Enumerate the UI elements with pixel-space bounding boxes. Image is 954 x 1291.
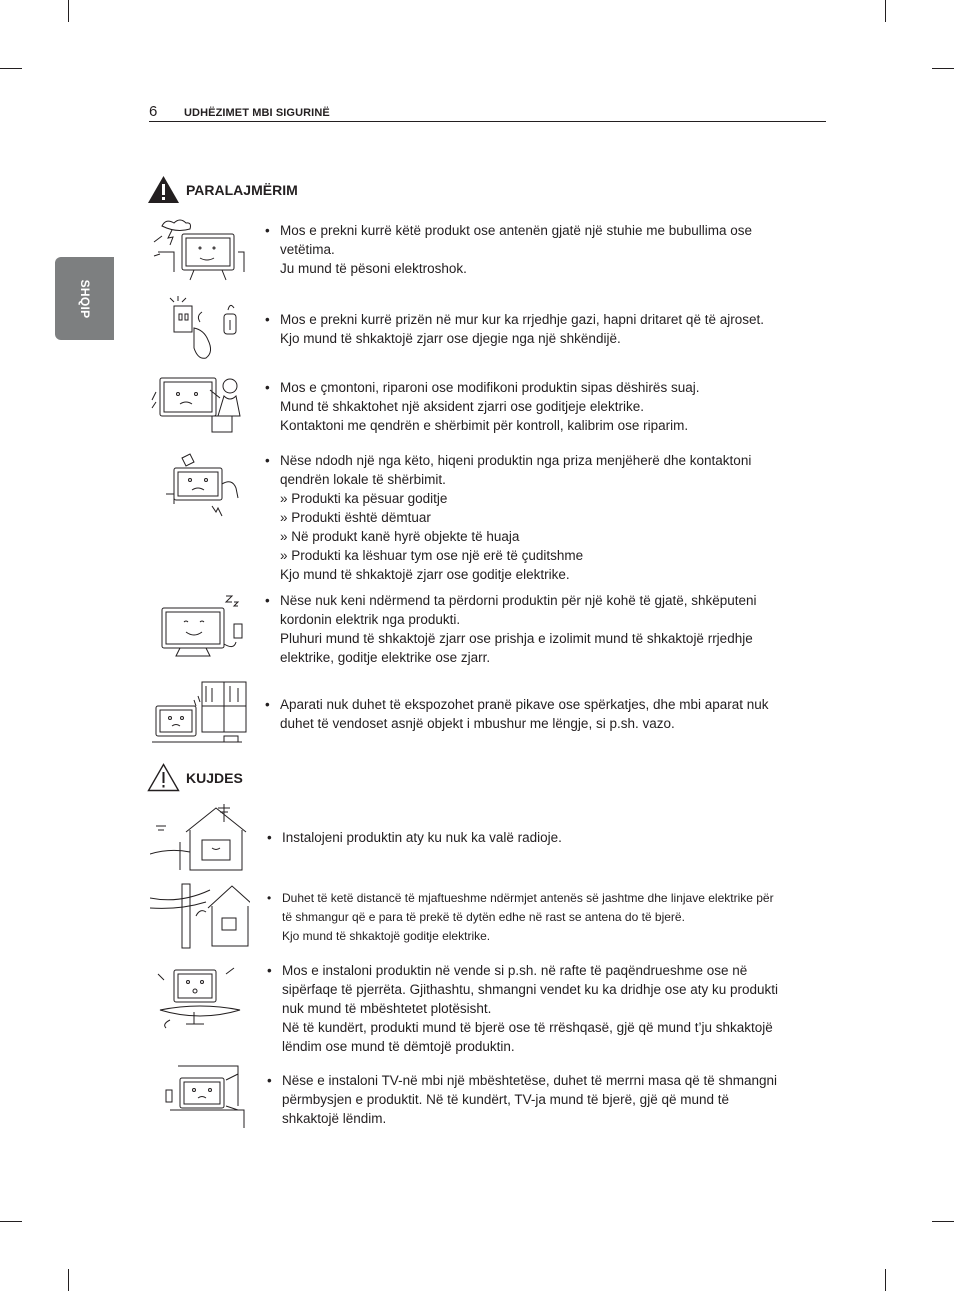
crop-mark: [932, 1221, 954, 1222]
text-line: » Në produkt kanë hyrë objekte të huaja: [280, 529, 520, 544]
text-line: Instalojeni produktin aty ku nuk ka valë radioje.: [282, 830, 562, 845]
text-line: shkaktojë lëndim.: [282, 1111, 387, 1126]
crop-mark: [0, 1221, 22, 1222]
text-line: Mos e prekni kurrë prizën në mur kur ka rrjedhje gazi, hapni dritaret që të ajroset.: [280, 312, 764, 327]
caution-item-text: • Nëse e instaloni TV-në mbi një mbështetëse, duhet të merrni masa që të shmangni përmbysjen e produktit. Në të kundërt, TV-ja mund të bjerë, gjë që mund të shkaktojë lëndim.: [267, 1071, 822, 1128]
text-line: » Produkti ka lëshuar tym ose një erë të çuditshme: [280, 548, 584, 563]
warning-item-text: • Mos e prekni kurrë prizën në mur kur ka rrjedhje gazi, hapni dritaret që të ajroset. Kjo mund të shkaktojë zjarr ose djegie nga një shkëndijë.: [265, 310, 820, 348]
house-antenna-icon: [150, 802, 250, 874]
caution-item-text: • Duhet të ketë distancë të mjaftueshme ndërmjet antenës së jashtme dhe linjave elektrike për të shmangur që e para të prekë të dytën edhe në rast se antena do të bjerë. Kjo mund të shkaktojë goditje elektrike.: [267, 889, 822, 946]
text-line: të shmangur që e para të prekë të dytën edhe në rast se antena do të bjerë.: [282, 910, 685, 924]
text-line: kordonin elektrik nga produkti.: [280, 612, 461, 627]
text-line: » Produkti ka pësuar goditje: [280, 491, 448, 506]
header-rule: [149, 121, 826, 122]
warning-heading: [147, 175, 298, 204]
text-line: përmbysjen e produktit. Në të kundërt, TV-ja mund të bjerë, gjë që mund të: [282, 1092, 729, 1107]
caution-item-text: • Mos e instaloni produktin në vende si p.sh. në rafte të paqëndrueshme ose në sipërfaqe të pjerrëta. Gjithashtu, shmangni vendet ku ka dridhje ose aty ku produkti nuk mund të mbështetet plotësisht. Në të kundërt, produkti mund të bjerë ose të rrëshqasë, gjë që mund t’ju shkaktojë lëndim ose mund të dëmtojë produktin.: [267, 961, 822, 1056]
text-line: Ju mund të pësoni elektroshok.: [280, 261, 467, 276]
text-line: » Produkti është dëmtuar: [280, 510, 431, 525]
damaged-tv-unplug-icon: [150, 450, 250, 522]
page-number: 6: [149, 103, 158, 120]
text-line: Mos e instaloni produktin në vende si p.sh. në rafte të paqëndrueshme ose në: [282, 963, 748, 978]
crop-mark: [68, 0, 69, 22]
text-line: Pluhuri mund të shkaktojë zjarr ose prishja e izolimit mund të shkaktojë rrjedhje: [280, 631, 753, 646]
tv-lightning-storm-icon: [150, 212, 250, 284]
side-tab-label: SHQIP: [77, 279, 92, 318]
running-header: UDHËZIMET MBI SIGURINË: [184, 107, 330, 119]
text-line: Kjo mund të shkaktojë zjarr ose goditje elektrike.: [280, 567, 570, 582]
text-line: nuk mund të mbështetet plotësisht.: [282, 1001, 492, 1016]
warning-item-text: • Mos e çmontoni, riparoni ose modifikoni produktin sipas dëshirës suaj. Mund të shkaktohet një aksident zjarri ose goditjeje elektrike. Kontaktoni me qendrën e shërbimit për kontroll, kalibrim ose riparim.: [265, 378, 820, 435]
tv-water-exposure-icon: [150, 680, 250, 752]
warning-icon: [147, 175, 180, 204]
text-line: Në të kundërt, produkti mund të bjerë ose të rrëshqasë, gjë që mund t’ju shkaktojë: [282, 1020, 773, 1035]
power-line-antenna-icon: [150, 878, 250, 950]
text-line: Kjo mund të shkaktojë goditje elektrike.: [282, 929, 491, 943]
text-line: Nëse e instaloni TV-në mbi një mbështetëse, duhet të merrni masa që të shmangni: [282, 1073, 778, 1088]
text-line: Nëse nuk keni ndërmend ta përdorni produktin për një kohë të gjatë, shkëputeni: [280, 593, 757, 608]
warning-item-text: • Mos e prekni kurrë këtë produkt ose antenën gjatë një stuhie me bubullima ose vetëtima. Ju mund të pësoni elektroshok.: [265, 221, 820, 278]
text-line: vetëtima.: [280, 242, 335, 257]
text-line: lëndim ose mund të dëmtojë produktin.: [282, 1039, 515, 1054]
crop-mark: [932, 68, 954, 69]
text-line: qendrën lokale të shërbimit.: [280, 472, 446, 487]
text-line: sipërfaqe të pjerrëta. Gjithashtu, shmangni vendet ku ka dridhje ose aty ku produkti: [282, 982, 779, 997]
unstable-surface-tv-icon: [150, 960, 250, 1032]
text-line: Aparati nuk duhet të ekspozohet pranë pikave ose spërkatjes, dhe mbi aparat nuk: [280, 697, 769, 712]
language-side-tab: [55, 257, 114, 340]
text-line: Duhet të ketë distancë të mjaftueshme ndërmjet antenës së jashtme dhe linjave elektrike për: [282, 891, 774, 905]
crop-mark: [885, 0, 886, 22]
text-line: Kjo mund të shkaktojë zjarr ose djegie nga një shkëndijë.: [280, 331, 621, 346]
disassemble-tv-icon: [150, 372, 250, 444]
wall-mount-tv-icon: [150, 1060, 250, 1132]
text-line: Mund të shkaktohet një aksident zjarri ose goditjeje elektrike.: [280, 399, 644, 414]
text-line: Mos e prekni kurrë këtë produkt ose antenën gjatë një stuhie me bubullima ose: [280, 223, 753, 238]
text-line: elektrike, goditje elektrike ose zjarr.: [280, 650, 491, 665]
crop-mark: [68, 1269, 69, 1291]
crop-mark: [885, 1269, 886, 1291]
warning-title: PARALAJMËRIM: [186, 181, 298, 198]
text-line: duhet të vendoset asnjë objekt i mbushur me lëngje, si p.sh. vazo.: [280, 716, 675, 731]
warning-item-text: • Nëse nuk keni ndërmend ta përdorni produktin për një kohë të gjatë, shkëputeni kordonin elektrik nga produkti. Pluhuri mund të shkaktojë zjarr ose prishja e izolimit mund të shkaktojë rrjedhje elektrike, goditje elektrike ose zjarr.: [265, 591, 820, 667]
text-line: Nëse ndodh një nga këto, hiqeni produktin nga priza menjëherë dhe kontaktoni: [280, 453, 752, 468]
text-line: Kontaktoni me qendrën e shërbimit për kontroll, kalibrim ose riparim.: [280, 418, 689, 433]
text-line: Mos e çmontoni, riparoni ose modifikoni produktin sipas dëshirës suaj.: [280, 380, 700, 395]
warning-item-text: • Aparati nuk duhet të ekspozohet pranë pikave ose spërkatjes, dhe mbi aparat nuk duhet të vendoset asnjë objekt i mbushur me lëngje, si p.sh. vazo.: [265, 695, 820, 733]
caution-heading: [147, 763, 243, 792]
warning-item-text: • Nëse ndodh një nga këto, hiqeni produktin nga priza menjëherë dhe kontaktoni qendrën lokale të shërbimit. » Produkti ka pësuar goditje » Produkti është dëmtuar » Në produkt kanë hyrë objekte të huaja » Produkti ka lëshuar tym ose një erë të çuditshme Kjo mund të shkaktojë zjarr ose goditje elektrike.: [265, 451, 820, 584]
unused-tv-unplugged-icon: [150, 590, 250, 662]
caution-icon: [147, 763, 180, 792]
caution-title: KUJDES: [186, 769, 243, 786]
caution-item-text: • Instalojeni produktin aty ku nuk ka valë radioje.: [267, 830, 562, 845]
gas-leak-plug-icon: [150, 292, 250, 364]
crop-mark: [0, 68, 22, 69]
